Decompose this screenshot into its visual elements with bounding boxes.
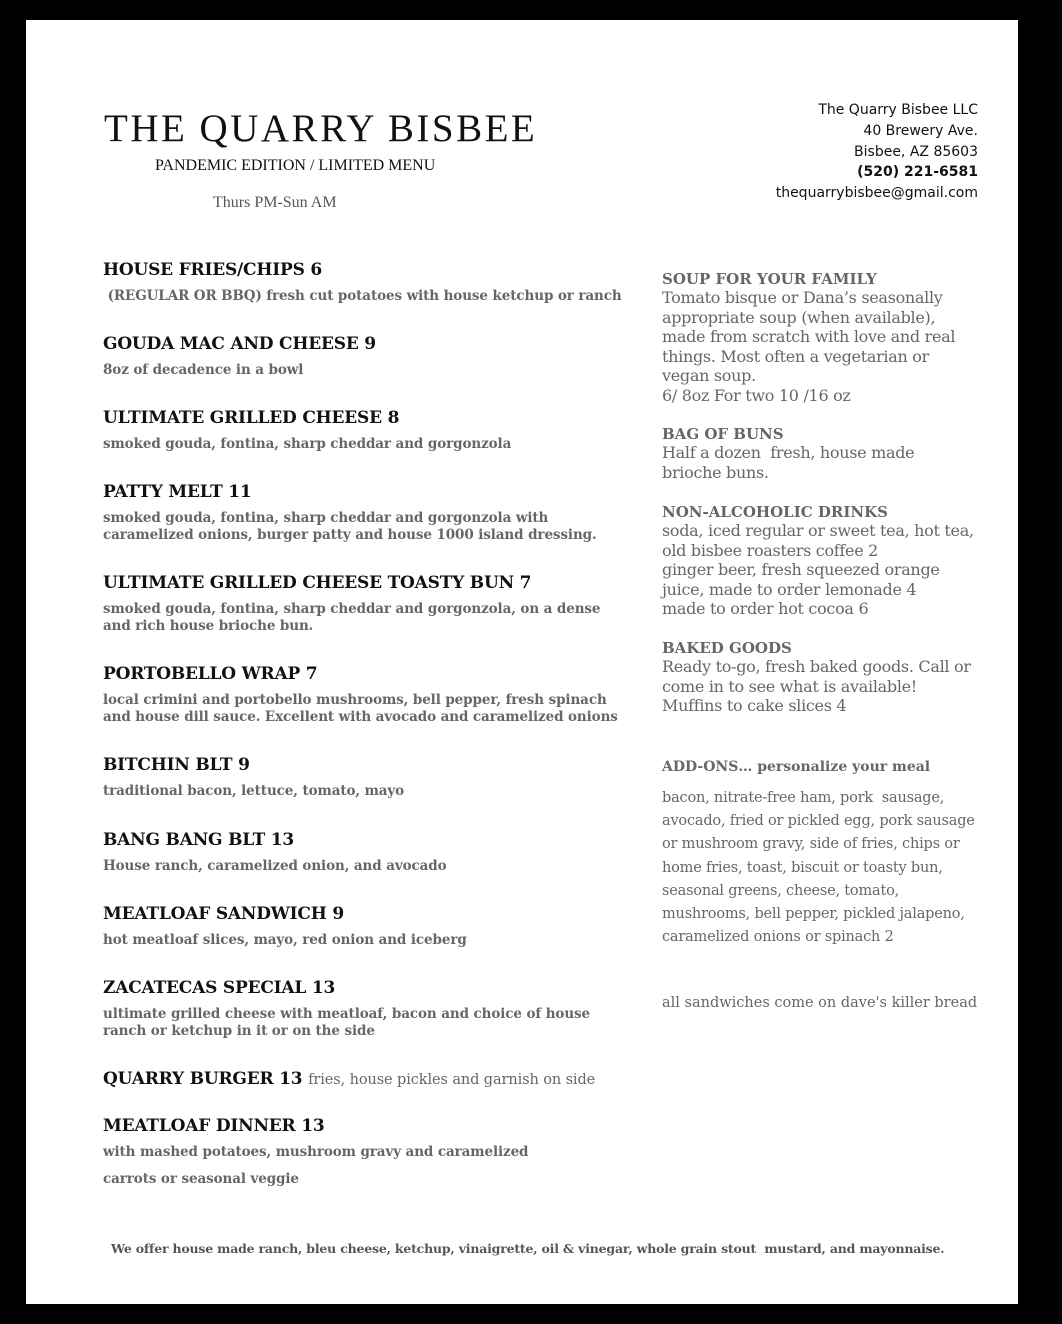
menu-item-desc: [103, 1139, 623, 1193]
desc-line: smoked gouda, fontina, sharp cheddar and gorgonzola, on a dense: [103, 601, 601, 617]
desc-line: 8oz of decadence in a bowl: [103, 362, 304, 378]
section-title: BAKED GOODS: [662, 639, 792, 657]
text-line: appropriate soup (when available),: [662, 307, 936, 327]
contact-company: The Quarry Bisbee LLC: [818, 102, 978, 118]
text-line: old bisbee roasters coffee 2: [662, 540, 879, 560]
menu-item-desc: [103, 1006, 623, 1040]
text-line: or mushroom gravy, side of fries, chips or: [662, 836, 960, 853]
text-line: avocado, fried or pickled egg, pork sausage: [662, 813, 975, 830]
text-line: vegan soup.: [662, 366, 756, 385]
desc-line: local crimini and portobello mushrooms, bell pepper, fresh spinach: [103, 692, 607, 708]
menu-item: [103, 1069, 623, 1089]
desc-line: ultimate grilled cheese with meatloaf, bacon and choice of house: [103, 1006, 591, 1022]
menu-item: [103, 978, 623, 1040]
section-title: BAG OF BUNS: [662, 425, 784, 443]
menu-item: [103, 904, 623, 949]
menu-item: [103, 755, 623, 800]
menu-item-name: PATTY MELT 11: [103, 482, 252, 502]
desc-line: carrots or seasonal veggie: [103, 1171, 299, 1187]
text-line: seasonal greens, cheese, tomato,: [662, 882, 900, 899]
addons-section: [662, 759, 992, 949]
contact-email: thequarrybisbee@gmail.com: [775, 185, 978, 202]
menu-item: [103, 573, 623, 635]
section-title: SOUP FOR YOUR FAMILY: [662, 270, 877, 288]
menu-item-desc: [103, 783, 623, 800]
section-title: NON-ALCOHOLIC DRINKS: [662, 503, 888, 521]
menu-item-desc: [103, 362, 623, 379]
text-line: Ready to-go, fresh baked goods. Call or: [662, 657, 971, 676]
desc-line: smoked gouda, fontina, sharp cheddar and gorgonzola with: [103, 510, 549, 526]
menu-page: [26, 20, 1018, 1304]
menu-item-name: BANG BANG BLT 13: [103, 830, 295, 850]
contact-block: [776, 100, 978, 204]
menu-item-name: HOUSE FRIES/CHIPS 6: [103, 260, 322, 280]
menu-item-name: BITCHIN BLT 9: [103, 755, 250, 775]
menu-item: [103, 664, 623, 726]
menu-item-desc: [103, 436, 623, 453]
menu-item-name: ZACATECAS SPECIAL 13: [103, 978, 336, 998]
desc-line: hot meatloaf slices, mayo, red onion and iceberg: [103, 932, 467, 948]
menu-item: [103, 482, 623, 544]
desc-line: and house dill sauce. Excellent with avocado and caramelized onions: [103, 709, 618, 725]
menu-item-desc: [103, 932, 623, 949]
desc-line: ranch or ketchup in it or on the side: [103, 1023, 375, 1039]
side-section-soup: [662, 270, 992, 405]
text-line: things. Most often a vegetarian or: [662, 346, 929, 366]
desc-line: traditional bacon, lettuce, tomato, mayo: [103, 783, 405, 799]
menu-item-name: PORTOBELLO WRAP 7: [103, 664, 318, 684]
menu-item-name: [103, 1069, 623, 1089]
edition-subtitle: PANDEMIC EDITION / LIMITED MENU: [155, 157, 436, 174]
menu-item-desc: [103, 692, 623, 726]
text-line: mushrooms, bell pepper, pickled jalapeno,: [662, 906, 965, 923]
side-section-baked: [662, 639, 992, 716]
text-line: Muffins to cake slices 4: [662, 696, 847, 715]
menu-item: [103, 1116, 623, 1193]
section-text: [662, 657, 992, 716]
footer-note: We offer house made ranch, bleu cheese, ketchup, vinaigrette, oil & vinegar, whole grain stout mustard, and mayonnaise.: [111, 1241, 945, 1256]
section-text: [662, 521, 992, 619]
desc-line: House ranch, caramelized onion, and avocado: [103, 858, 447, 874]
text-line: caramelized onions or spinach 2: [662, 929, 894, 946]
side-section-drinks: [662, 503, 992, 619]
text-line: bacon, nitrate-free ham, pork sausage,: [662, 790, 945, 806]
desc-line: caramelized onions, burger patty and house 1000 island dressing.: [103, 527, 597, 543]
menu-item-name: ULTIMATE GRILLED CHEESE TOASTY BUN 7: [103, 573, 532, 593]
menu-item: [103, 830, 623, 875]
bread-note: all sandwiches come on dave's killer bread: [662, 995, 978, 1011]
restaurant-title: THE QUARRY BISBEE: [104, 107, 538, 150]
section-text: [662, 443, 992, 482]
menu-item: [103, 408, 623, 453]
bread-note-block: [662, 995, 992, 1011]
side-section-buns: [662, 425, 992, 482]
text-line: Half a dozen fresh, house made: [662, 443, 915, 462]
menu-item: [103, 260, 623, 305]
text-line: made from scratch with love and real: [662, 327, 956, 346]
desc-line: (REGULAR OR BBQ) fresh cut potatoes with house ketchup or ranch: [103, 288, 622, 304]
text-line: Tomato bisque or Dana’s seasonally: [662, 288, 943, 307]
menu-item-name: GOUDA MAC AND CHEESE 9: [103, 334, 376, 354]
menu-item: [103, 334, 623, 379]
menu-item-name: ULTIMATE GRILLED CHEESE 8: [103, 408, 400, 428]
contact-phone: (520) 221-6581: [857, 164, 978, 181]
hours-text: Thurs PM-Sun AM: [213, 194, 337, 211]
text-line: 6/ 8oz For two 10 /16 oz: [662, 385, 851, 405]
text-line: soda, iced regular or sweet tea, hot tea,: [662, 521, 974, 540]
menu-item-desc: [103, 601, 623, 635]
text-line: ginger beer, fresh squeezed orange: [662, 560, 940, 579]
text-line: brioche buns.: [662, 462, 769, 482]
contact-city: Bisbee, AZ 85603: [854, 143, 978, 160]
text-line: juice, made to order lemonade 4: [662, 579, 917, 599]
desc-line: with mashed potatoes, mushroom gravy and caramelized: [103, 1144, 529, 1160]
menu-item-title: QUARRY BURGER 13: [103, 1069, 303, 1089]
addons-title: ADD-ONS… personalize your meal: [662, 759, 931, 775]
text-line: made to order hot cocoa 6: [662, 599, 869, 618]
addons-text: [662, 787, 992, 949]
text-line: come in to see what is available!: [662, 676, 917, 696]
menu-item-desc: [103, 288, 623, 305]
section-text: [662, 288, 992, 405]
menu-item-desc: [103, 858, 623, 875]
menu-item-desc: [103, 510, 623, 544]
text-line: home fries, toast, biscuit or toasty bun,: [662, 859, 943, 876]
menu-item-name: MEATLOAF SANDWICH 9: [103, 904, 344, 924]
menu-item-name: MEATLOAF DINNER 13: [103, 1116, 325, 1136]
desc-line: and rich house brioche bun.: [103, 618, 314, 634]
desc-line: smoked gouda, fontina, sharp cheddar and gorgonzola: [103, 436, 512, 452]
menu-item-inline-desc: fries, house pickles and garnish on side: [308, 1072, 596, 1088]
contact-street: 40 Brewery Ave.: [863, 122, 978, 139]
